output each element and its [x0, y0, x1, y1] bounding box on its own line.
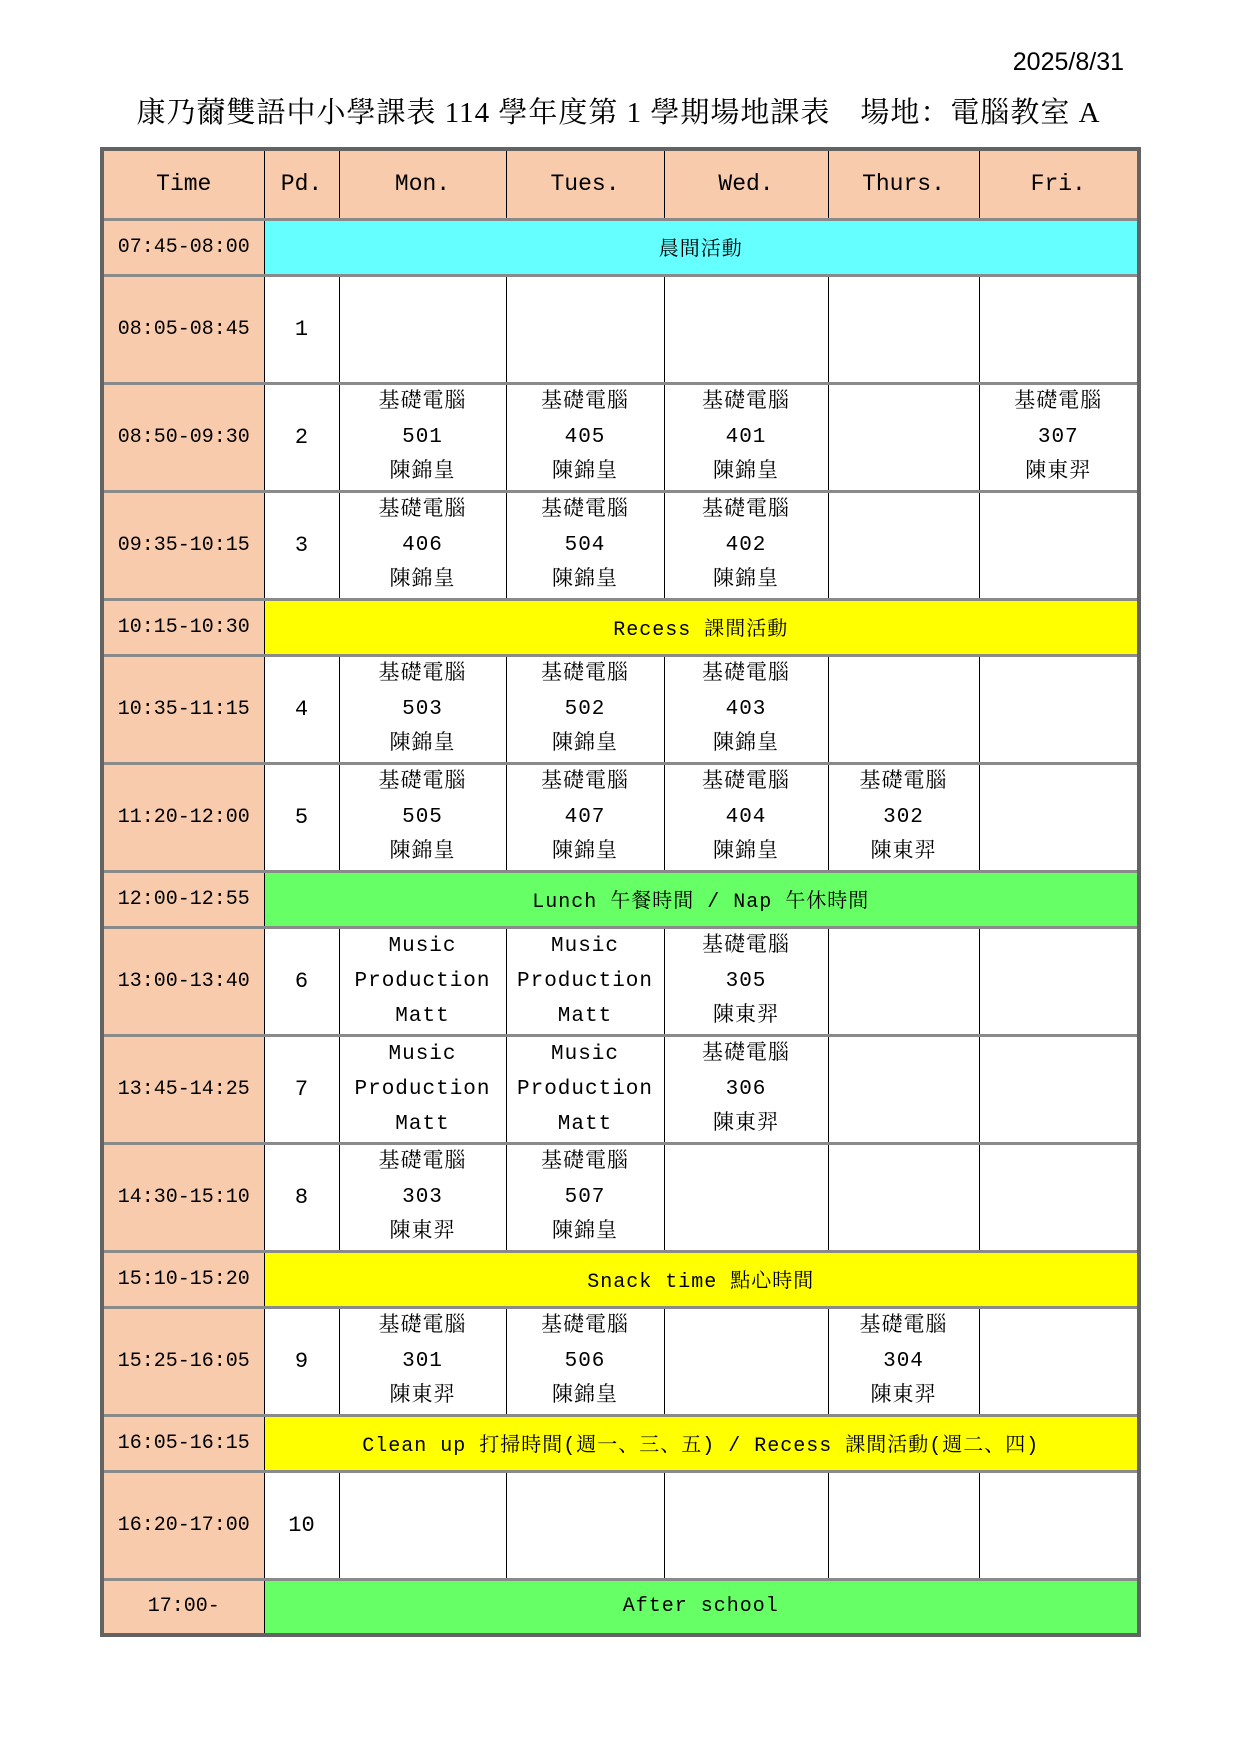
day-cell-fri: [979, 1035, 1139, 1143]
period-row: [102, 1307, 1139, 1415]
period-number: 10: [264, 1471, 339, 1579]
banner-row: [102, 1251, 1139, 1307]
period-row: [102, 927, 1139, 1035]
day-cell-mon: [339, 1143, 506, 1251]
day-cell-mon: [339, 655, 506, 763]
time-cell: 15:25-16:05: [102, 1307, 264, 1415]
class-subject: 基礎電腦: [541, 662, 629, 686]
day-cell-fri: [979, 1307, 1139, 1415]
day-cell-mon: [339, 1307, 506, 1415]
banner-row: [102, 219, 1139, 275]
period-number: 9: [264, 1307, 339, 1415]
banner-cell: Snack time 點心時間: [264, 1251, 1139, 1307]
period-number: 4: [264, 655, 339, 763]
document-date: 2025/8/31: [1012, 48, 1124, 76]
time-cell: 16:20-17:00: [102, 1471, 264, 1579]
class-teacher: 陳錦皇: [389, 732, 456, 756]
class-subject: 基礎電腦: [378, 498, 467, 522]
time-cell: 11:20-12:00: [102, 763, 264, 871]
class-subject: 基礎電腦: [378, 770, 467, 794]
class-room: 504: [564, 533, 606, 557]
day-cell-tues: [506, 927, 664, 1035]
day-cell-mon: [339, 763, 506, 871]
class-subject: Music: [550, 1042, 619, 1066]
class-subject: 基礎電腦: [702, 498, 790, 522]
class-room: 404: [725, 805, 767, 829]
class-teacher: 陳錦皇: [552, 732, 618, 756]
period-number: 6: [264, 927, 339, 1035]
class-subject: 基礎電腦: [702, 390, 790, 414]
class-room: 502: [564, 697, 606, 721]
day-cell-wed: [664, 655, 828, 763]
day-cell-fri: [979, 383, 1139, 491]
class-teacher: Matt: [395, 1112, 450, 1136]
col-header-time: Time: [102, 149, 264, 219]
class-teacher: Matt: [395, 1004, 450, 1028]
class-room: 301: [402, 1349, 443, 1373]
day-cell-fri: [979, 275, 1139, 383]
class-teacher: 陳錦皇: [713, 460, 779, 484]
banner-row: [102, 871, 1139, 927]
class-subject: 基礎電腦: [702, 770, 790, 794]
col-header-pd: Pd.: [264, 149, 339, 219]
banner-cell: After school: [264, 1579, 1139, 1635]
day-cell-mon: [339, 927, 506, 1035]
day-cell-mon: [339, 1471, 506, 1579]
class-room: 406: [402, 533, 443, 557]
class-room: 403: [725, 697, 767, 721]
period-number: 5: [264, 763, 339, 871]
class-teacher: 陳錦皇: [552, 840, 618, 864]
day-cell-tues: [506, 1307, 664, 1415]
class-room: Production: [354, 969, 491, 993]
class-room: 405: [564, 425, 606, 449]
class-teacher: 陳錦皇: [389, 840, 456, 864]
class-subject: 基礎電腦: [702, 1042, 790, 1066]
period-row: [102, 1143, 1139, 1251]
col-header-fri: Fri.: [979, 149, 1139, 219]
class-room: Production: [354, 1077, 491, 1101]
day-cell-fri: [979, 1143, 1139, 1251]
period-row: [102, 275, 1139, 383]
class-teacher: 陳東羿: [713, 1112, 779, 1136]
time-cell: 13:00-13:40: [102, 927, 264, 1035]
day-cell-tues: [506, 275, 664, 383]
class-teacher: 陳東羿: [870, 1384, 937, 1408]
class-room: 304: [883, 1349, 924, 1373]
class-teacher: 陳東羿: [870, 840, 937, 864]
day-cell-thurs: [828, 275, 979, 383]
time-cell: 09:35-10:15: [102, 491, 264, 599]
day-cell-thurs: [828, 383, 979, 491]
header-row: [102, 149, 1139, 219]
time-cell: 12:00-12:55: [102, 871, 264, 927]
time-cell: 10:35-11:15: [102, 655, 264, 763]
class-subject: 基礎電腦: [541, 390, 629, 414]
day-cell-tues: [506, 655, 664, 763]
banner-cell: Lunch 午餐時間 / Nap 午休時間: [264, 871, 1139, 927]
time-cell: 15:10-15:20: [102, 1251, 264, 1307]
class-room: 503: [402, 697, 443, 721]
day-cell-thurs: [828, 491, 979, 599]
day-cell-thurs: [828, 1307, 979, 1415]
time-cell: 16:05-16:15: [102, 1415, 264, 1471]
class-subject: 基礎電腦: [541, 498, 629, 522]
time-cell: 08:50-09:30: [102, 383, 264, 491]
col-header-thurs: Thurs.: [828, 149, 979, 219]
schedule-table-body: [102, 219, 1139, 1635]
day-cell-thurs: [828, 1143, 979, 1251]
period-number: 7: [264, 1035, 339, 1143]
day-cell-fri: [979, 763, 1139, 871]
class-teacher: Matt: [557, 1112, 613, 1136]
period-number: 3: [264, 491, 339, 599]
day-cell-mon: [339, 383, 506, 491]
class-room: 505: [402, 805, 443, 829]
col-header-mon: Mon.: [339, 149, 506, 219]
day-cell-tues: [506, 1035, 664, 1143]
class-subject: Music: [550, 934, 619, 958]
day-cell-mon: [339, 275, 506, 383]
day-cell-wed: [664, 275, 828, 383]
class-subject: 基礎電腦: [702, 662, 790, 686]
period-number: 1: [264, 275, 339, 383]
day-cell-tues: [506, 383, 664, 491]
banner-row: [102, 1415, 1139, 1471]
class-teacher: 陳東羿: [713, 1004, 779, 1028]
day-cell-tues: [506, 1471, 664, 1579]
day-cell-wed: [664, 383, 828, 491]
class-subject: Music: [388, 934, 457, 958]
class-teacher: 陳錦皇: [389, 460, 456, 484]
period-number: 2: [264, 383, 339, 491]
class-teacher: Matt: [557, 1004, 613, 1028]
class-subject: Music: [388, 1042, 457, 1066]
class-room: 507: [564, 1185, 606, 1209]
banner-cell: 晨間活動: [264, 219, 1139, 275]
day-cell-fri: [979, 655, 1139, 763]
time-cell: 17:00-: [102, 1579, 264, 1635]
class-subject: 基礎電腦: [378, 390, 467, 414]
class-teacher: 陳錦皇: [389, 568, 456, 592]
class-teacher: 陳錦皇: [713, 732, 779, 756]
day-cell-wed: [664, 763, 828, 871]
col-header-wed: Wed.: [664, 149, 828, 219]
class-teacher: 陳錦皇: [552, 1220, 618, 1244]
day-cell-fri: [979, 491, 1139, 599]
class-room: 506: [564, 1349, 606, 1373]
class-room: 501: [402, 425, 443, 449]
class-subject: 基礎電腦: [541, 770, 629, 794]
day-cell-wed: [664, 1143, 828, 1251]
page-title: 康乃薾雙語中小學課表 114 學年度第 1 學期場地課表 場地：電腦教室 A: [136, 97, 1101, 129]
day-cell-wed: [664, 1307, 828, 1415]
day-cell-mon: [339, 1035, 506, 1143]
class-subject: 基礎電腦: [1014, 390, 1103, 414]
class-subject: 基礎電腦: [378, 1150, 467, 1174]
class-subject: 基礎電腦: [378, 1314, 467, 1338]
class-room: 307: [1037, 425, 1079, 449]
class-room: Production: [516, 1077, 654, 1101]
class-teacher: 陳東羿: [1025, 460, 1092, 484]
day-cell-thurs: [828, 1035, 979, 1143]
day-cell-tues: [506, 1143, 664, 1251]
period-row: [102, 491, 1139, 599]
class-subject: 基礎電腦: [859, 770, 948, 794]
class-room: Production: [516, 969, 654, 993]
schedule-table: [100, 147, 1141, 1637]
class-subject: 基礎電腦: [541, 1150, 629, 1174]
period-row: [102, 1035, 1139, 1143]
time-cell: 07:45-08:00: [102, 219, 264, 275]
day-cell-wed: [664, 1471, 828, 1579]
class-subject: 基礎電腦: [541, 1314, 629, 1338]
day-cell-thurs: [828, 1471, 979, 1579]
day-cell-mon: [339, 491, 506, 599]
class-room: 306: [725, 1077, 767, 1101]
col-header-tues: Tues.: [506, 149, 664, 219]
class-subject: 基礎電腦: [859, 1314, 948, 1338]
period-row: [102, 763, 1139, 871]
period-row: [102, 383, 1139, 491]
banner-cell: Recess 課間活動: [264, 599, 1139, 655]
day-cell-thurs: [828, 927, 979, 1035]
class-teacher: 陳錦皇: [552, 1384, 618, 1408]
class-subject: 基礎電腦: [378, 662, 467, 686]
time-cell: 14:30-15:10: [102, 1143, 264, 1251]
class-room: 407: [564, 805, 606, 829]
day-cell-fri: [979, 927, 1139, 1035]
banner-cell: Clean up 打掃時間(週一、三、五) / Recess 課間活動(週二、四): [264, 1415, 1139, 1471]
period-row: [102, 1471, 1139, 1579]
day-cell-tues: [506, 491, 664, 599]
time-cell: 08:05-08:45: [102, 275, 264, 383]
class-room: 401: [725, 425, 767, 449]
class-subject: 基礎電腦: [702, 934, 790, 958]
class-room: 302: [883, 805, 924, 829]
period-row: [102, 655, 1139, 763]
day-cell-fri: [979, 1471, 1139, 1579]
class-room: 402: [725, 533, 767, 557]
day-cell-wed: [664, 1035, 828, 1143]
class-teacher: 陳錦皇: [713, 840, 779, 864]
day-cell-tues: [506, 763, 664, 871]
day-cell-thurs: [828, 655, 979, 763]
class-teacher: 陳東羿: [389, 1220, 456, 1244]
class-teacher: 陳錦皇: [552, 460, 618, 484]
period-number: 8: [264, 1143, 339, 1251]
class-room: 305: [725, 969, 767, 993]
time-cell: 13:45-14:25: [102, 1035, 264, 1143]
class-teacher: 陳東羿: [389, 1384, 456, 1408]
class-room: 303: [402, 1185, 443, 1209]
banner-row: [102, 599, 1139, 655]
class-teacher: 陳錦皇: [713, 568, 779, 592]
banner-row: [102, 1579, 1139, 1635]
day-cell-wed: [664, 927, 828, 1035]
class-teacher: 陳錦皇: [552, 568, 618, 592]
time-cell: 10:15-10:30: [102, 599, 264, 655]
day-cell-thurs: [828, 763, 979, 871]
day-cell-wed: [664, 491, 828, 599]
